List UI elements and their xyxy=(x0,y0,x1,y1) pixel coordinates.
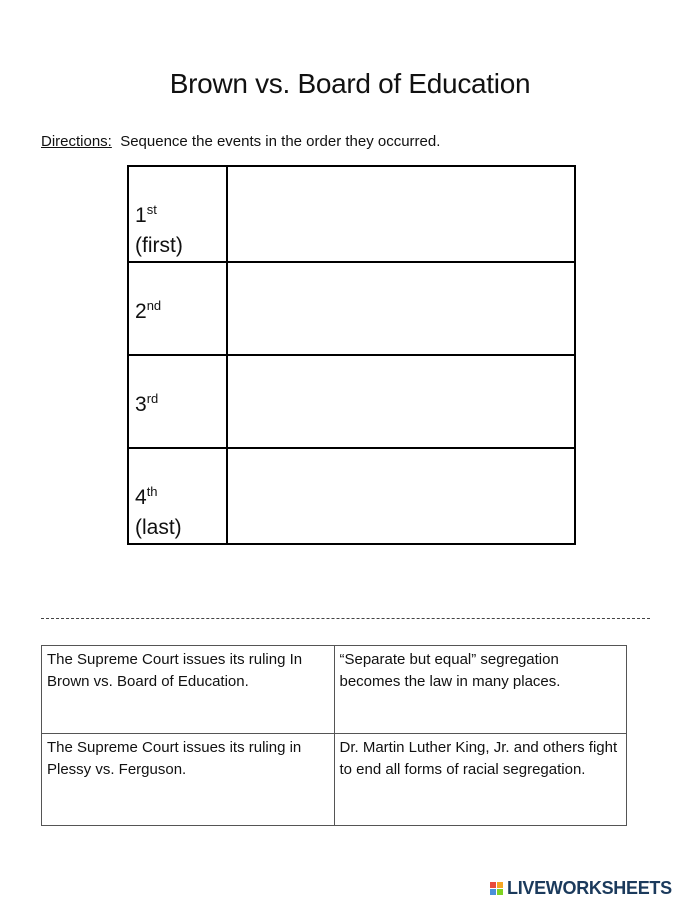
answer-drop-zone-3[interactable] xyxy=(227,355,575,448)
cut-line xyxy=(41,618,650,619)
event-cards xyxy=(41,645,627,826)
sequence-row xyxy=(128,448,575,544)
sequence-row xyxy=(128,166,575,262)
directions-label: Directions: xyxy=(41,133,112,150)
sequence-label: 4th (last) xyxy=(128,448,227,544)
sequence-label: 2nd xyxy=(128,262,227,355)
sequence-table xyxy=(127,165,576,545)
event-card[interactable]: The Supreme Court issues its ruling In Brown vs. Board of Education. xyxy=(42,646,335,734)
event-card[interactable]: The Supreme Court issues its ruling in Plessy vs. Ferguson. xyxy=(42,734,335,826)
event-card[interactable]: Dr. Martin Luther King, Jr. and others fight to end all forms of racial segregation. xyxy=(334,734,627,826)
directions xyxy=(41,133,440,150)
event-card[interactable]: “Separate but equal” segregation becomes the law in many places. xyxy=(334,646,627,734)
sequence-label: 1st (first) xyxy=(128,166,227,262)
logo-icon xyxy=(490,882,504,896)
answer-drop-zone-2[interactable] xyxy=(227,262,575,355)
liveworksheets-logo xyxy=(490,878,672,899)
sequence-label: 3rd xyxy=(128,355,227,448)
sequence-row xyxy=(128,262,575,355)
brand-name: LIVEWORKSHEETS xyxy=(507,878,672,898)
answer-drop-zone-1[interactable] xyxy=(227,166,575,262)
answer-drop-zone-4[interactable] xyxy=(227,448,575,544)
directions-text: Sequence the events in the order they occurred. xyxy=(120,133,441,150)
page-title: Brown vs. Board of Education xyxy=(169,68,531,99)
sequence-row xyxy=(128,355,575,448)
